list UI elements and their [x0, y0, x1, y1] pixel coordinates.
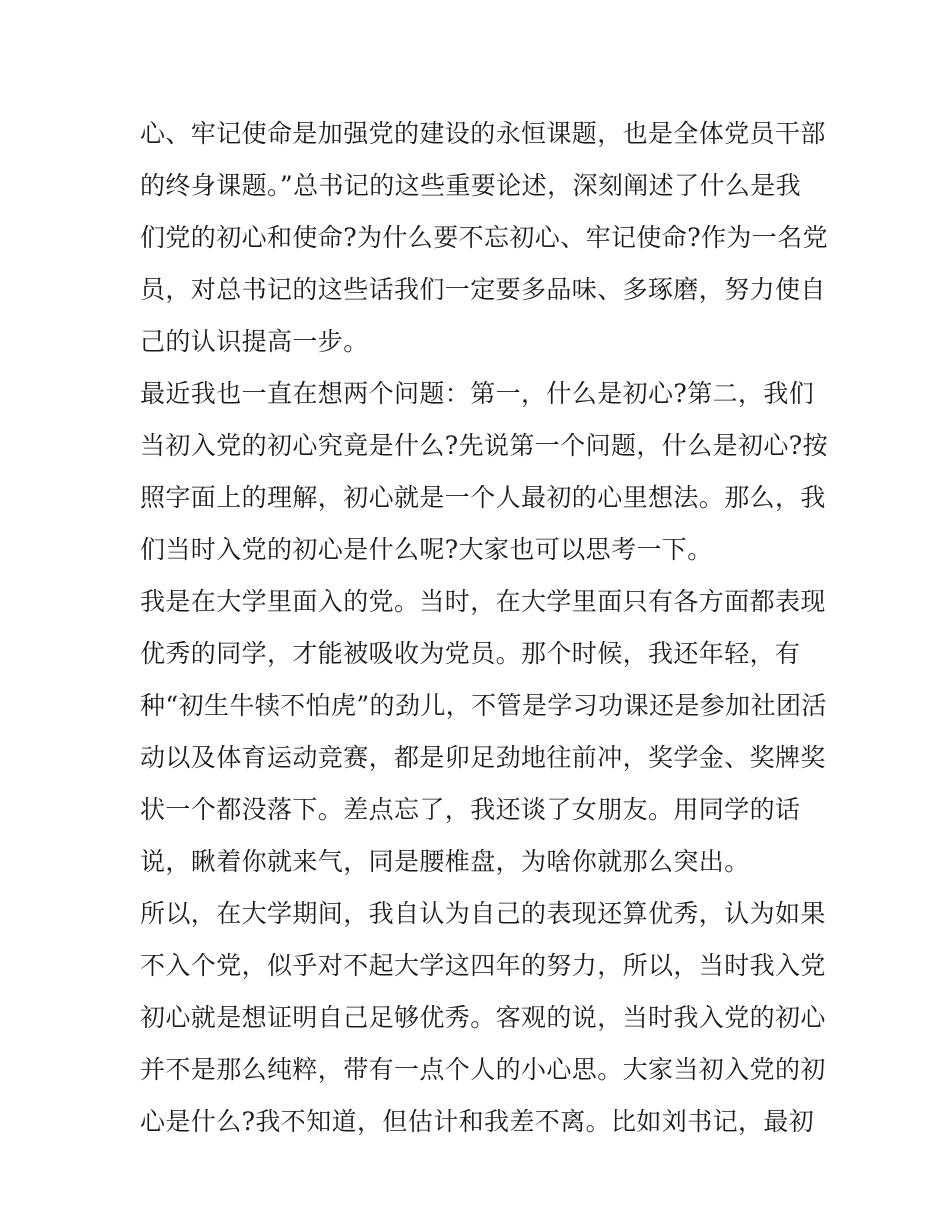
text-line: 种“初生牛犊不怕虎”的劲儿，不管是学习功课还是参加社团活 [140, 691, 827, 720]
text-line: 优秀的同学，才能被吸收为党员。那个时候，我还年轻，有 [140, 639, 801, 668]
text-line: 动以及体育运动竞赛，都是卯足劲地往前冲，奖学金、奖牌奖 [140, 743, 826, 772]
text-line: 心、牢记使命是加强党的建设的永恒课题，也是全体党员干部 [140, 119, 826, 148]
text-line: 们党的初心和使命?为什么要不忘初心、牢记使命?作为一名党 [140, 223, 829, 252]
text-line: 己的认识提高一步。 [140, 327, 369, 356]
text-line: 所以，在大学期间，我自认为自己的表现还算优秀，认为如果 [140, 899, 826, 928]
text-line: 的终身课题。”总书记的这些重要论述，深刻阐述了什么是我 [140, 171, 802, 200]
text-line: 我是在大学里面入的党。当时，在大学里面只有各方面都表现 [140, 587, 826, 616]
text-line: 并不是那么纯粹，带有一点个人的小心思。大家当初入党的初 [140, 1055, 826, 1084]
text-line: 心是什么?我不知道，但估计和我差不离。比如刘书记，最初 [140, 1107, 815, 1136]
text-line: 不入个党，似乎对不起大学这四年的努力，所以，当时我入党 [140, 951, 826, 980]
text-line: 最近我也一直在想两个问题：第一，什么是初心?第二，我们 [140, 379, 815, 408]
text-line: 说，瞅着你就来气，同是腰椎盘，为啥你就那么突出。 [140, 847, 750, 876]
text-line: 初心就是想证明自己足够优秀。客观的说，当时我入党的初心 [140, 1003, 826, 1032]
text-line: 们当时入党的初心是什么呢?大家也可以思考一下。 [140, 535, 713, 564]
text-line: 当初入党的初心究竟是什么?先说第一个问题，什么是初心?按 [140, 431, 829, 460]
text-line: 状一个都没落下。差点忘了，我还谈了女朋友。用同学的话 [140, 795, 801, 824]
text-line: 照字面上的理解，初心就是一个人最初的心里想法。那么，我 [140, 483, 826, 512]
body-text [140, 108, 829, 1148]
text-line: 员，对总书记的这些话我们一定要多品味、多琢磨，努力使自 [140, 275, 826, 304]
